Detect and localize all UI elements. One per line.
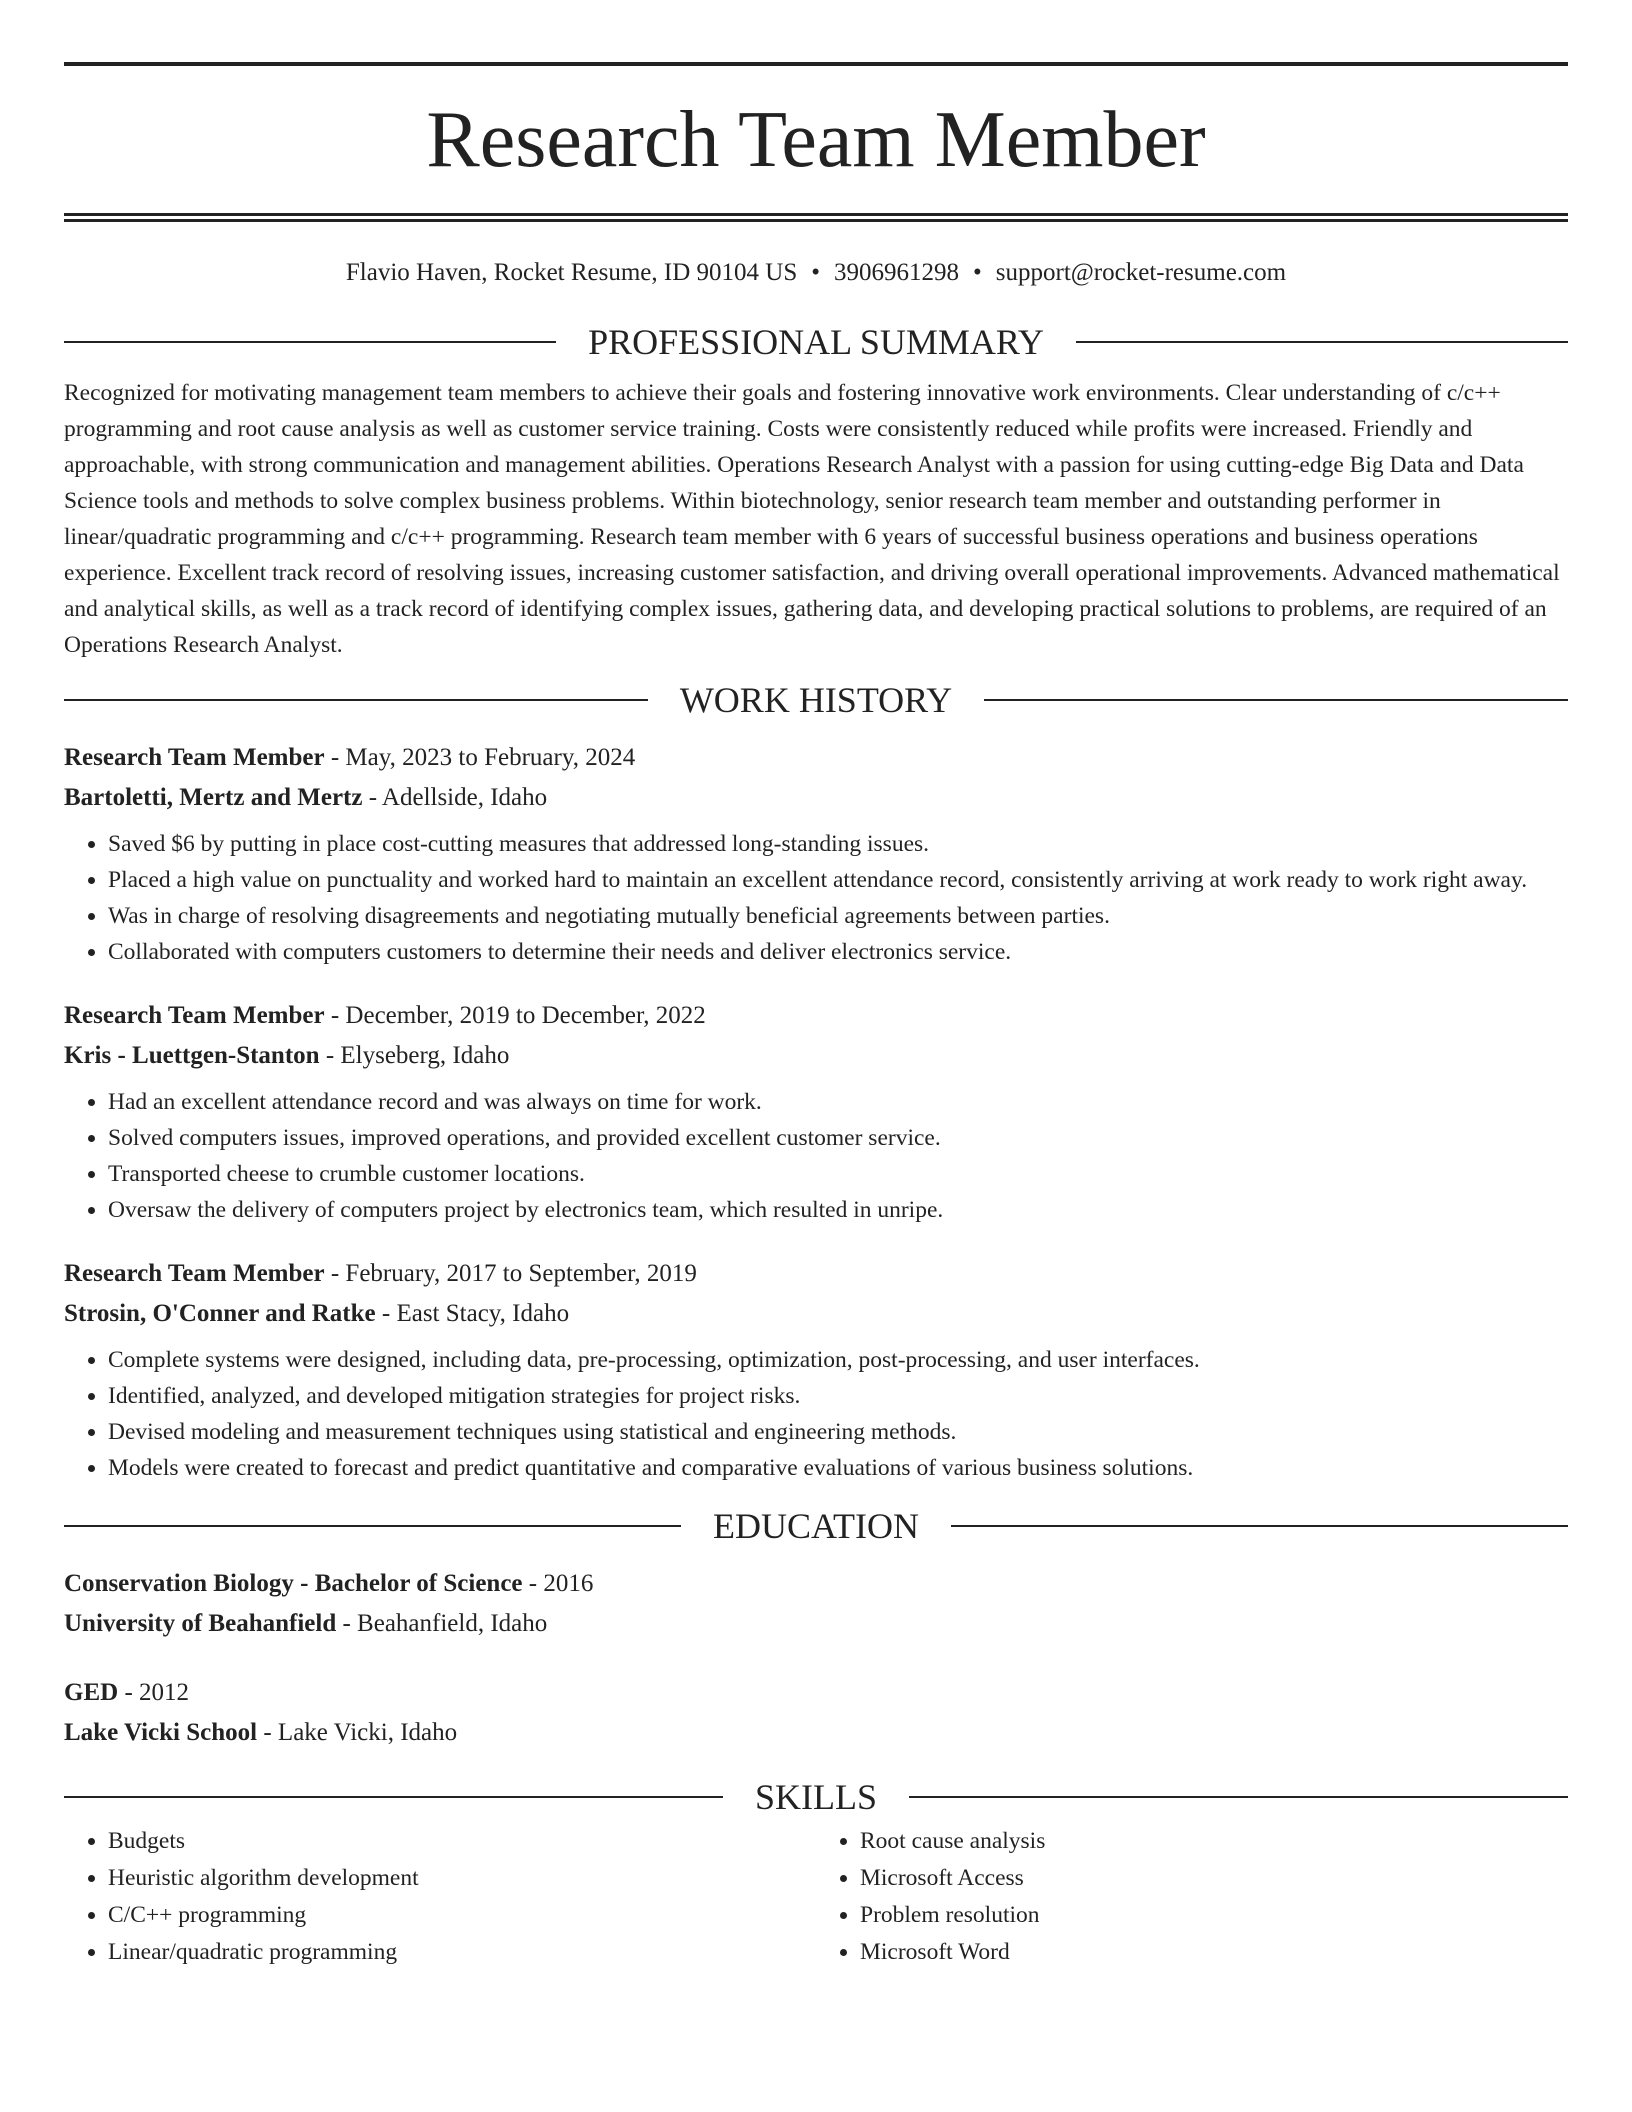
education-year: - 2012 [118, 1679, 190, 1706]
job-bullet: • Collaborated with computers customers to determine their needs and deliver electronics service. [108, 934, 1568, 970]
summary-heading [64, 322, 1568, 362]
job-dates: - February, 2017 to September, 2019 [324, 1260, 697, 1287]
skill-item: • Budgets [108, 1823, 816, 1860]
education-year: - 2016 [522, 1570, 594, 1597]
job-dates: - May, 2023 to February, 2024 [324, 744, 636, 771]
summary-heading-text: PROFESSIONAL SUMMARY [588, 322, 1044, 362]
job-dates: - December, 2019 to December, 2022 [324, 1002, 706, 1029]
job-bullet: • Identified, analyzed, and developed mitigation strategies for project risks. [108, 1378, 1568, 1414]
job-bullet: • Oversaw the delivery of computers project by electronics team, which resulted in unripe. [108, 1192, 1568, 1228]
work-history-heading-text: WORK HISTORY [679, 680, 953, 720]
skill-item: • Microsoft Word [860, 1934, 1568, 1971]
education-degree-line [64, 1673, 1568, 1713]
education-school-line [64, 1604, 1568, 1644]
job-bullet: • Solved computers issues, improved operations, and provided excellent customer service. [108, 1120, 1568, 1156]
title-double-rule [64, 213, 1568, 222]
heading-rule [64, 699, 648, 701]
skills-columns [64, 1823, 1568, 1971]
education-degree: Conservation Biology - Bachelor of Science [64, 1570, 523, 1597]
top-rule [64, 62, 1568, 66]
contact-address: Flavio Haven, Rocket Resume, ID 90104 US [345, 259, 798, 286]
job-bullets [64, 1084, 1568, 1228]
job-company-line [64, 1036, 1568, 1076]
skill-item: • Microsoft Access [860, 1860, 1568, 1897]
skills-list-left [64, 1823, 816, 1971]
job-company: Strosin, O'Conner and Ratke [64, 1300, 376, 1327]
job-bullet: • Placed a high value on punctuality and worked hard to maintain an excellent attendance record, consistently arriving at work ready to work right away. [108, 862, 1568, 898]
job-title-line [64, 996, 1568, 1036]
job-title-line [64, 1254, 1568, 1294]
job-title-line [64, 738, 1568, 778]
skills-heading [64, 1777, 1568, 1817]
resume-title: Research Team Member [426, 96, 1206, 184]
job-bullets [64, 826, 1568, 970]
education-location: - Lake Vicki, Idaho [257, 1719, 458, 1746]
education-entry [64, 1673, 1568, 1753]
contact-line [64, 258, 1568, 288]
heading-rule [951, 1525, 1568, 1527]
education-school-line [64, 1713, 1568, 1753]
skill-item: • Problem resolution [860, 1897, 1568, 1934]
skill-item: • C/C++ programming [108, 1897, 816, 1934]
job-bullet: • Models were created to forecast and predict quantitative and comparative evaluations of various business solutions. [108, 1450, 1568, 1486]
job-company: Bartoletti, Mertz and Mertz [64, 784, 363, 811]
education-entry [64, 1564, 1568, 1644]
summary-text: Recognized for motivating management team members to achieve their goals and fostering innovative work environments. Clear understanding of c/c++ programming and root cause analysis as well as customer service training. Costs were consistently reduced while profits were increased. Friendly and approachable, with strong communication and management abilities. Operations Research Analyst with a passion for using cutting-edge Big Data and Data Science tools and methods to solve complex business problems. Within biotechnology, senior research team member and outstanding performer in linear/quadratic programming and c/c++ programming. Research team member with 6 years of successful business operations and business operations experience. Excellent track record of resolving issues, increasing customer satisfaction, and driving overall operational improvements. Advanced mathematical and analytical skills, as well as a track record of identifying complex issues, gathering data, and developing practical solutions to problems, are required of an Operations Research Analyst. [64, 380, 1560, 658]
job-location: - Adellside, Idaho [362, 784, 548, 811]
job-location: - Elyseberg, Idaho [319, 1042, 510, 1069]
contact-separator: • [973, 259, 982, 286]
job-company-line [64, 778, 1568, 818]
job-bullets [64, 1342, 1568, 1486]
job-bullet: • Devised modeling and measurement techniques using statistical and engineering methods. [108, 1414, 1568, 1450]
job-bullet: • Transported cheese to crumble customer locations. [108, 1156, 1568, 1192]
skill-item: • Heuristic algorithm development [108, 1860, 816, 1897]
job-bullet: • Had an excellent attendance record and was always on time for work. [108, 1084, 1568, 1120]
skill-item: • Root cause analysis [860, 1823, 1568, 1860]
contact-email: support@rocket-resume.com [995, 259, 1287, 286]
job-title: Research Team Member [64, 1002, 325, 1029]
education-school: University of Beahanfield [64, 1610, 337, 1637]
job-bullet: • Complete systems were designed, including data, pre-processing, optimization, post-processing, and user interfaces. [108, 1342, 1568, 1378]
job-company-line [64, 1294, 1568, 1334]
job-title: Research Team Member [64, 744, 325, 771]
heading-rule [909, 1796, 1568, 1798]
heading-rule [64, 1525, 681, 1527]
education-heading-text: EDUCATION [713, 1506, 919, 1546]
work-history-heading [64, 680, 1568, 720]
heading-rule [64, 341, 556, 343]
education-location: - Beahanfield, Idaho [336, 1610, 548, 1637]
job-bullet: • Saved $6 by putting in place cost-cutting measures that addressed long-standing issues. [108, 826, 1568, 862]
contact-separator: • [811, 259, 821, 286]
job-bullet: • Was in charge of resolving disagreements and negotiating mutually beneficial agreements between parties. [108, 898, 1568, 934]
education-school: Lake Vicki School [64, 1719, 258, 1746]
job-entry [64, 1254, 1568, 1486]
skills-heading-text: SKILLS [755, 1777, 878, 1817]
education-heading [64, 1506, 1568, 1546]
heading-rule [1076, 341, 1568, 343]
education-degree-line [64, 1564, 1568, 1604]
job-entry [64, 996, 1568, 1228]
job-title: Research Team Member [64, 1260, 325, 1287]
contact-phone: 3906961298 [834, 259, 960, 286]
job-location: - East Stacy, Idaho [375, 1300, 570, 1327]
job-entry [64, 738, 1568, 970]
skills-list-right [816, 1823, 1568, 1971]
heading-rule [984, 699, 1568, 701]
education-degree: GED [64, 1679, 119, 1706]
heading-rule [64, 1796, 723, 1798]
skill-item: • Linear/quadratic programming [108, 1934, 816, 1971]
job-company: Kris - Luettgen-Stanton [64, 1042, 320, 1069]
